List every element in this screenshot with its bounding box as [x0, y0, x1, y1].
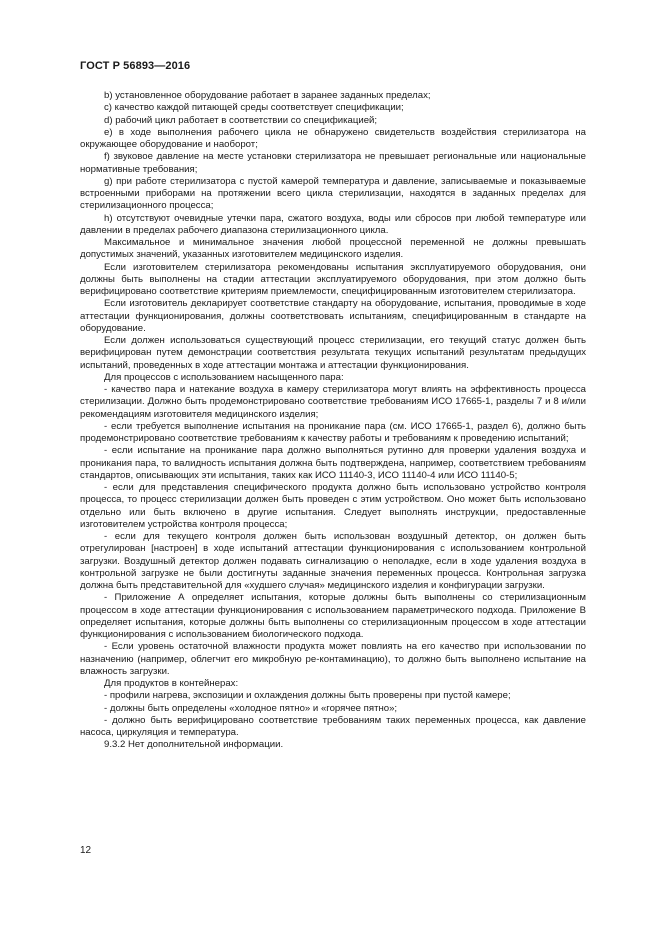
list-item: - должно быть верифицировано соответствие требованиям таких переменных процесса, как давление насоса, циркуляция и температура.	[80, 714, 586, 738]
document-body	[80, 90, 586, 752]
paragraph: h) отсутствуют очевидные утечки пара, сжатого воздуха, воды или сбросов при любой температуре или давлении в пределах рабочего диапазона стерилизационного цикла.	[80, 212, 586, 236]
list-item: - должны быть определены «холодное пятно» и «горячее пятно»;	[104, 702, 398, 714]
paragraph: g) при работе стерилизатора с пустой камерой температура и давление, записываемые и показываемые встроенными приборами на протяжении всего цикла стерилизации, находятся в заданных пределах для стерилизационного процесса;	[80, 175, 586, 212]
paragraph: Для процессов с использованием насыщенного пара:	[104, 371, 344, 383]
list-item: - если для текущего контроля должен быть использован воздушный детектор, он должен быть отрегулирован [настроен] в ходе испытаний аттестации функционирования с использованием контрольной загрузки. Воздушный детектор должен подавать сигнализацию о неполадке, если в ходе удаления воздуха в контрольной загрузке не были достигнуты заданные значения переменных процесса. Контрольная загрузка должна быть представительной для «худшего случая» медицинского изделия и конфигурации загрузки.	[80, 531, 586, 591]
paragraph: Если должен использоваться существующий процесс стерилизации, его текущий статус должен быть верифицирован путем демонстрации соответствия результата текущих испытаний результатам предыдущих испытаний, проведенных в ходе аттестации монтажа и аттестации функционирования.	[80, 335, 586, 371]
document-header: ГОСТ Р 56893—2016	[80, 60, 191, 72]
paragraph: Если изготовителем стерилизатора рекомендованы испытания эксплуатируемого оборудования, они должны быть выполнены на стадии аттестации эксплуатируемого оборудования, при этом должно быть верифицировано соответствие критериям приемлемости, специфицированным изготовителем стерилизатора.	[80, 261, 586, 297]
list-item: - качество пара и натекание воздуха в камеру стерилизатора могут влиять на эффективность процесса стерилизации. Должно быть продемонстрировано соответствие требованиям ИСО 17665-1, разделы 7 и 8 и/или рекомендациям изготовителя медицинского изделия;	[80, 384, 586, 420]
paragraph: e) в ходе выполнения рабочего цикла не обнаружено свидетельств воздействия стерилизатора на окружающее оборудование и наоборот;	[80, 126, 586, 150]
paragraph: b) установленное оборудование работает в заранее заданных пределах;	[104, 90, 431, 101]
list-item: - если для представления специфического продукта должно быть использовано устройство контроля процесса, то процесс стерилизации должен быть проведен с этим устройством. Оно может быть использовано отдельно или быть включено в другие испытания. Следует выполнять инструкции, предоставленные изготовителем устройства контроля процесса;	[80, 482, 586, 530]
list-item: - Если уровень остаточной влажности продукта может повлиять на его качество при использовании по назначению (например, облегчит его микробную ре-контаминацию), то должно быть выполнено испытание на влажность загрузки.	[80, 641, 586, 677]
paragraph: d) рабочий цикл работает в соответствии со спецификацией;	[104, 114, 378, 126]
paragraph: c) качество каждой питающей среды соответствует спецификации;	[104, 102, 404, 114]
paragraph: Если изготовитель декларирует соответствие стандарту на оборудование, испытания, проводимые в ходе аттестации функционирования, должны соответствовать испытаниям, специфицированным в стандарте на оборудование.	[80, 298, 586, 334]
list-item: - Приложение А определяет испытания, которые должны быть выполнены со стерилизационным процессом в ходе аттестации функционирования с использованием параметрического подхода. Приложение В определяет испытания, которые должны быть выполнены со стерилизационным процессом в ходе аттестации функционирования с использованием биологического подхода.	[80, 592, 586, 640]
section-paragraph: 9.3.2 Нет дополнительной информации.	[104, 739, 284, 751]
list-item: - профили нагрева, экспозиции и охлаждения должны быть проверены при пустой камере;	[104, 690, 511, 702]
paragraph: f) звуковое давление на месте установки стерилизатора не превышает региональные или национальные нормативные требования;	[80, 151, 586, 175]
list-item: - если испытание на проникание пара должно выполняться рутинно для проверки удаления воздуха и проникания пара, то валидность испытания должна быть подтверждена, например, соответствием требованиям стандартов, описывающих эти испытания, таких как ИСО 11140-3, ИСО 11140-4 или ИСО 11140-5;	[80, 445, 586, 481]
list-item: - если требуется выполнение испытания на проникание пара (см. ИСО 17665-1, раздел 6), должно быть продемонстрировано соответствие требованиям к качеству работы и требованиям к проведению испытаний;	[80, 420, 586, 444]
paragraph: Максимальное и минимальное значения любой процессной переменной не должны превышать допустимых значений, указанных изготовителем медицинского изделия.	[80, 237, 586, 261]
page-number: 12	[80, 845, 92, 856]
paragraph: Для продуктов в контейнерах:	[104, 678, 239, 689]
